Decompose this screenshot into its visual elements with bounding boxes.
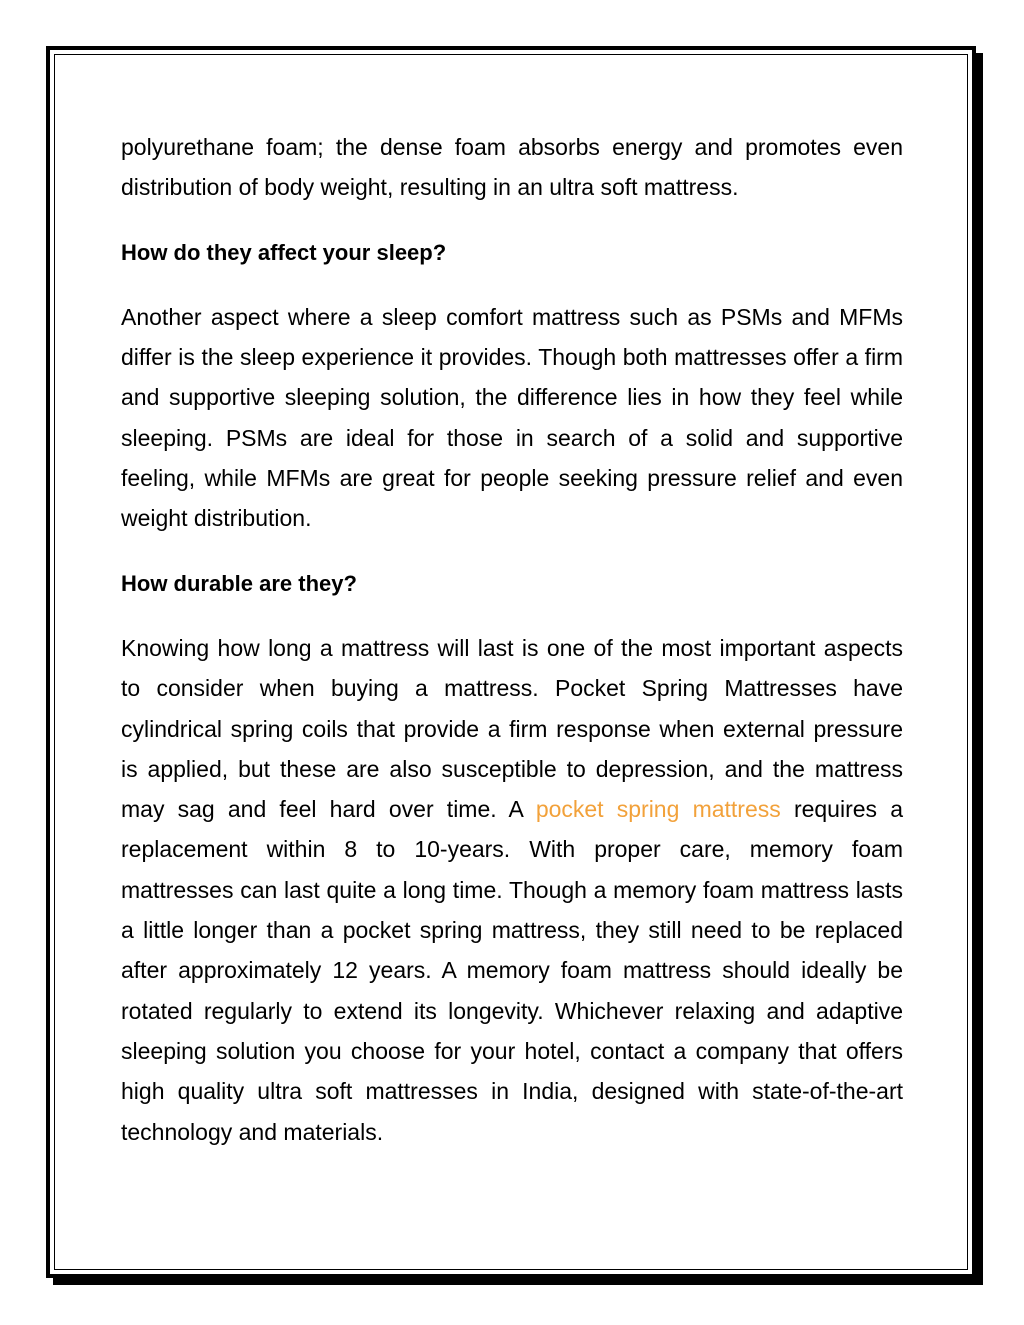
paragraph-foam-intro: polyurethane foam; the dense foam absorbs energy and promotes even distribution of body weight, resulting in an ultra soft mattress. [121, 134, 903, 201]
paragraph-durability [121, 628, 903, 1152]
durability-text-end: requires a replacement within 8 to 10-years. With proper care, memory foam mattresses can last quite a long time. Though a memory foam mattress lasts a little longer than a pocket spring mattress, they still need to be replaced after approximately 12 years. A memory foam mattress should ideally be rotated regularly to extend its longevity. Whichever relaxing and adaptive sleeping solution you choose for your hotel, contact a company that offers high quality ultra soft mattresses in India, designed with state-of-the-art technology and materials. [121, 796, 903, 1145]
heading-sleep-effect: How do they affect your sleep? [121, 239, 447, 265]
pocket-spring-mattress-link[interactable]: pocket spring mattress [535, 796, 781, 823]
heading-durability: How durable are they? [121, 570, 357, 596]
page-content [121, 127, 903, 1152]
paragraph-sleep-effect: Another aspect where a sleep comfort mattress such as PSMs and MFMs differ is the sleep experience it provides. Though both mattresses offer a firm and supportive sleeping solution, the difference lies in how they feel while sleeping. PSMs are ideal for those in search of a solid and supportive feeling, while MFMs are great for people seeking pressure relief and even weight distribution. [121, 303, 903, 532]
durability-text-start: Knowing how long a mattress will last is one of the most important aspects to consider when buying a mattress. Pocket Spring Mattresses have cylindrical spring coils that provide a firm response when external pressure is applied, but these are also susceptible to depression, and the mattress may sag and feel hard over time. A [121, 634, 903, 823]
